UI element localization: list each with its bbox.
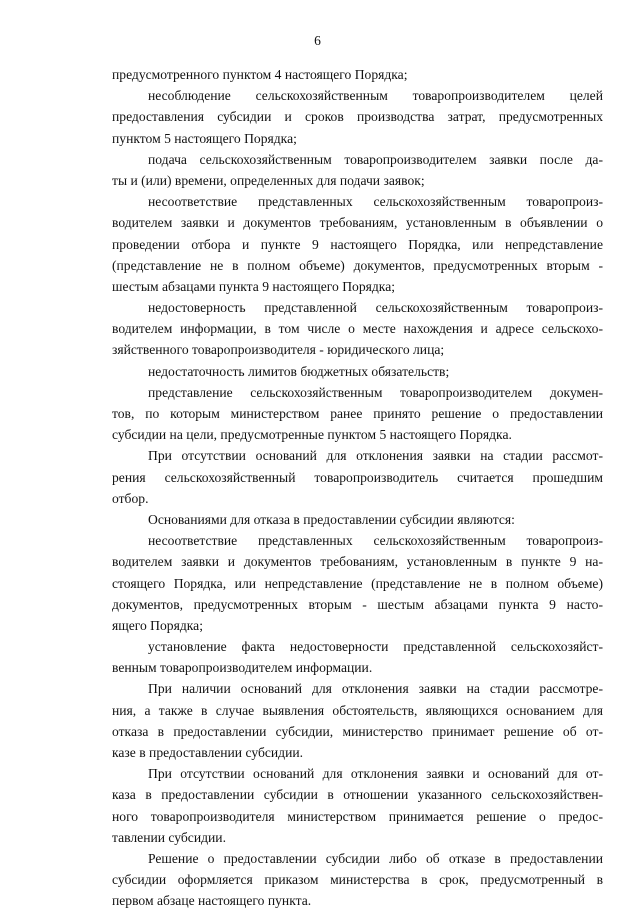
text-line: шестым абзацами пункта 9 настоящего Порядка; bbox=[112, 278, 396, 294]
text-line: стоящего Порядка, или непредставление (представление не в полном объеме) bbox=[112, 575, 603, 591]
text-line: венным товаропроизводителем информации. bbox=[112, 660, 373, 676]
text-line: проведении отбора и пункте 9 настоящего Порядка, или непредставление bbox=[112, 236, 603, 252]
text-line: При отсутствии оснований для отклонения заявки и оснований для от- bbox=[148, 766, 603, 782]
document-body bbox=[112, 64, 603, 912]
text-line: каза в предоставлении субсидии в отношении указанного сельскохозяйствен- bbox=[112, 787, 603, 803]
text-line: тавлении субсидии. bbox=[112, 829, 226, 845]
text-line: ния, а также в случае выявления обстоятельств, являющихся основанием для bbox=[112, 702, 603, 718]
text-line: водителем заявки и документов требованиям, установленным в объявлении о bbox=[112, 215, 603, 231]
text-line: казе в предоставлении субсидии. bbox=[112, 745, 304, 760]
text-line: субсидии оформляется приказом министерства в срок, предусмотренный в bbox=[112, 872, 603, 888]
text-line: пунктом 5 настоящего Порядка; bbox=[112, 130, 297, 146]
text-line: подача сельскохозяйственным товаропроизводителем заявки после да- bbox=[148, 151, 603, 167]
text-line: При наличии оснований для отклонения заявки на стадии рассмотре- bbox=[148, 681, 603, 697]
text-line: Решение о предоставлении субсидии либо об отказе в предоставлении bbox=[148, 850, 603, 866]
text-line: несоответствие представленных сельскохозяйственным товаропроиз- bbox=[148, 533, 603, 549]
text-line: предоставления субсидии и сроков производства затрат, предусмотренных bbox=[112, 109, 603, 125]
text-line: документов, предусмотренных вторым - шестым абзацами пункта 9 насто- bbox=[112, 596, 603, 612]
text-line: субсидии на цели, предусмотренные пунктом 5 настоящего Порядка. bbox=[112, 427, 512, 443]
text-line: отбор. bbox=[112, 490, 149, 506]
text-line: тов, по которым министерством ранее принято решение о предоставлении bbox=[112, 406, 603, 421]
text-line: Основаниями для отказа в предоставлении субсидии являются: bbox=[148, 511, 515, 527]
text-line: (представление не в полном объеме) документов, предусмотренных вторым - bbox=[112, 257, 603, 273]
text-line: зяйственного товаропроизводителя - юридического лица; bbox=[112, 342, 445, 358]
text-line: установление факта недостоверности представленной сельскохозяйст- bbox=[148, 639, 603, 655]
text-line: первом абзаце настоящего пункта. bbox=[112, 893, 312, 909]
text-line: ного товаропроизводителя министерством принимается решение о предос- bbox=[112, 808, 603, 824]
text-line: ящего Порядка; bbox=[112, 617, 203, 633]
page-number: 6 bbox=[314, 33, 321, 48]
text-line: рения сельскохозяйственный товаропроизводитель считается прошедшим bbox=[112, 469, 603, 485]
text-line: представление сельскохозяйственным товаропроизводителем докумен- bbox=[148, 384, 603, 400]
text-line: предусмотренного пунктом 4 настоящего Порядка; bbox=[112, 67, 408, 82]
text-line: несоблюдение сельскохозяйственным товаропроизводителем целей bbox=[148, 88, 603, 104]
text-line: несоответствие представленных сельскохозяйственным товаропроиз- bbox=[148, 194, 603, 210]
text-line: водителем заявки и документов требованиям, установленным в пункте 9 на- bbox=[112, 554, 603, 570]
text-line: ты и (или) времени, определенных для подачи заявок; bbox=[112, 172, 425, 188]
text-line: недостаточность лимитов бюджетных обязательств; bbox=[148, 363, 450, 379]
text-line: При отсутствии оснований для отклонения заявки на стадии рассмот- bbox=[148, 448, 603, 464]
text-line: отказа в предоставлении субсидии, министерство принимает решение об от- bbox=[112, 723, 603, 739]
text-line: недостоверность представленной сельскохозяйственным товаропроиз- bbox=[148, 300, 603, 316]
text-line: водителем информации, в том числе о месте нахождения и адресе сельскохо- bbox=[112, 321, 603, 337]
